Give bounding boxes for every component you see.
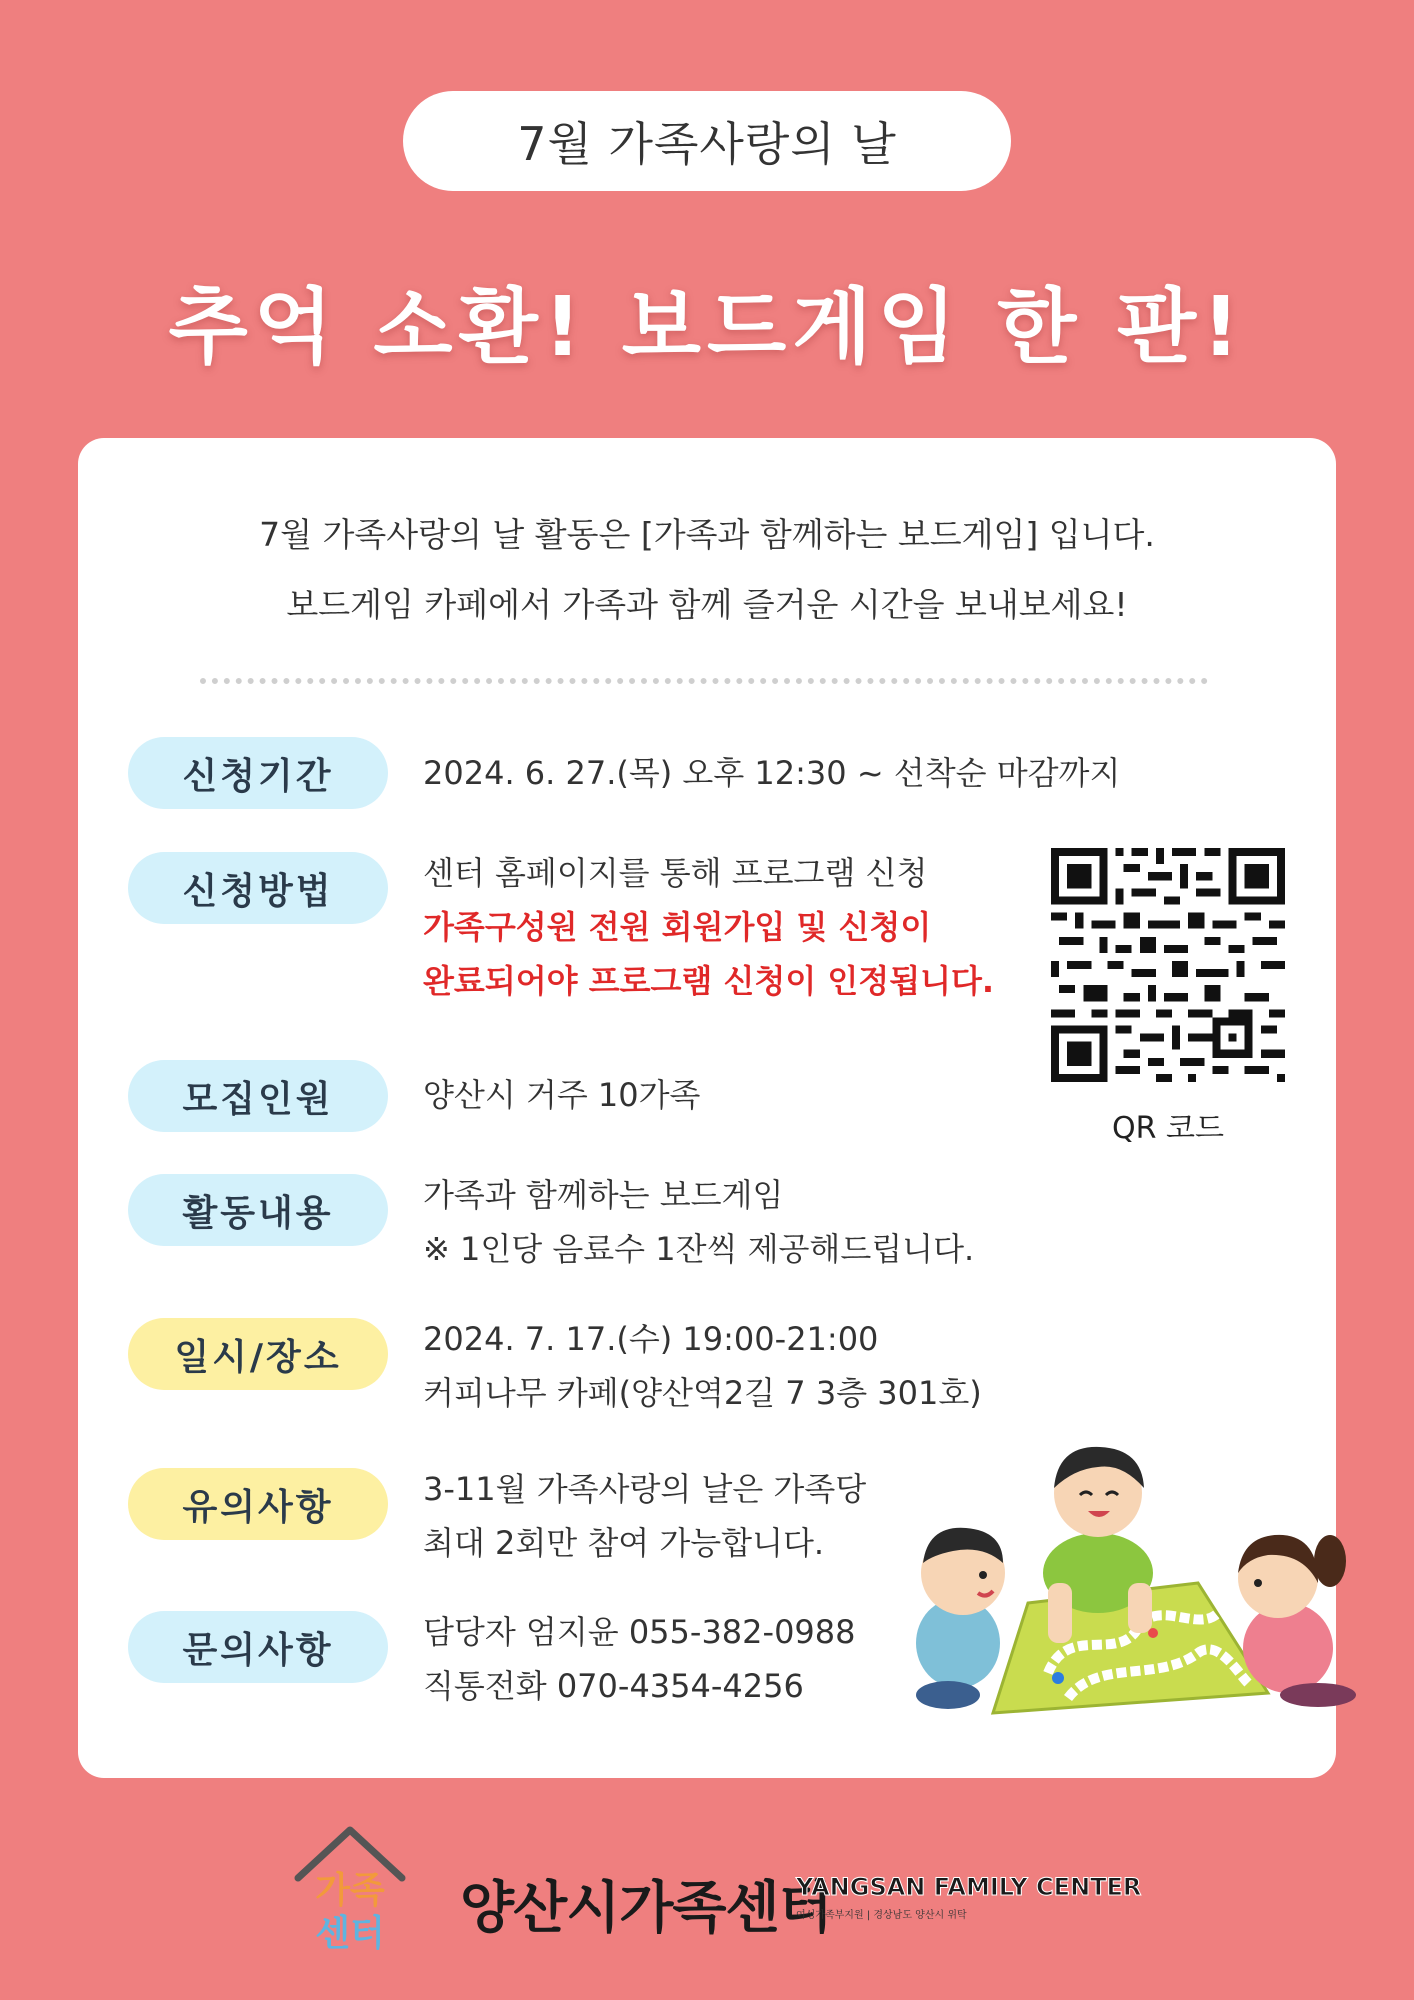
label-apply-method: 신청방법 <box>128 852 388 924</box>
svg-text:센터: 센터 <box>315 1913 385 1954</box>
label-contact: 문의사항 <box>128 1611 388 1683</box>
contact-text <box>423 1605 856 1713</box>
family-center-logo <box>292 1820 408 1960</box>
center-name-english: YANGSAN FAMILY CENTER <box>796 1873 1142 1901</box>
qr-code-label: QR 코드 <box>1112 1111 1224 1146</box>
contact-value-1: 담당자 엄지윤 055-382-0988 <box>423 1613 856 1651</box>
info-card <box>78 438 1336 1778</box>
intro-line-1: 7월 가족사랑의 날 활동은 [가족과 함께하는 보드게임] 입니다. <box>259 515 1155 554</box>
kids-boardgame-illustration <box>898 1433 1398 1733</box>
dotted-divider <box>200 678 1208 684</box>
label-activity: 활동내용 <box>128 1174 388 1246</box>
activity-text <box>423 1168 974 1276</box>
label-notes: 유의사항 <box>128 1468 388 1540</box>
center-name: 양산시가족센터 <box>460 1876 832 1941</box>
apply-method-warning-1: 가족구성원 전원 회원가입 및 신청이 <box>423 908 932 946</box>
subtitle: 7월 가족사랑의 날 <box>517 117 897 171</box>
poster-title: 추억 소환! 보드게임 한 판! <box>168 280 1246 375</box>
datetime-value-1: 2024. 7. 17.(수) 19:00-21:00 <box>423 1320 879 1358</box>
apply-period-value: 2024. 6. 27.(목) 오후 12:30 ~ 선착순 마감까지 <box>423 754 1121 792</box>
label-recruit: 모집인원 <box>128 1060 388 1132</box>
intro-text <box>78 500 1336 640</box>
activity-value-1: 가족과 함께하는 보드게임 <box>423 1176 784 1214</box>
apply-method-warning-2: 완료되어야 프로그램 신청이 인정됩니다. <box>423 962 995 1000</box>
notes-value-2: 최대 2회만 참여 가능합니다. <box>423 1524 825 1562</box>
apply-period-text <box>423 746 1120 800</box>
activity-value-2: ※ 1인당 음료수 1잔씩 제공해드립니다. <box>423 1230 975 1268</box>
notes-text <box>423 1462 866 1570</box>
contact-value-2: 직통전화 070-4354-4256 <box>423 1667 804 1705</box>
apply-method-value: 센터 홈페이지를 통해 프로그램 신청 <box>423 854 928 892</box>
label-datetime: 일시/장소 <box>128 1318 388 1390</box>
apply-method-text <box>423 846 994 1008</box>
datetime-value-2: 커피나무 카페(양산역2길 7 3층 301호) <box>423 1374 982 1412</box>
notes-value-1: 3-11월 가족사랑의 날은 가족당 <box>423 1470 867 1508</box>
intro-line-2: 보드게임 카페에서 가족과 함께 즐거운 시간을 보내보세요! <box>286 585 1128 624</box>
recruit-text <box>423 1068 700 1122</box>
datetime-text <box>423 1312 982 1420</box>
subtitle-pill <box>403 91 1011 191</box>
center-affiliation: 여성가족부지원 | 경상남도 양산시 위탁 <box>796 1910 967 1921</box>
qr-code[interactable] <box>1051 848 1285 1082</box>
svg-text:가족: 가족 <box>315 1870 385 1911</box>
label-apply-period: 신청기간 <box>128 737 388 809</box>
recruit-value: 양산시 거주 10가족 <box>423 1076 701 1114</box>
